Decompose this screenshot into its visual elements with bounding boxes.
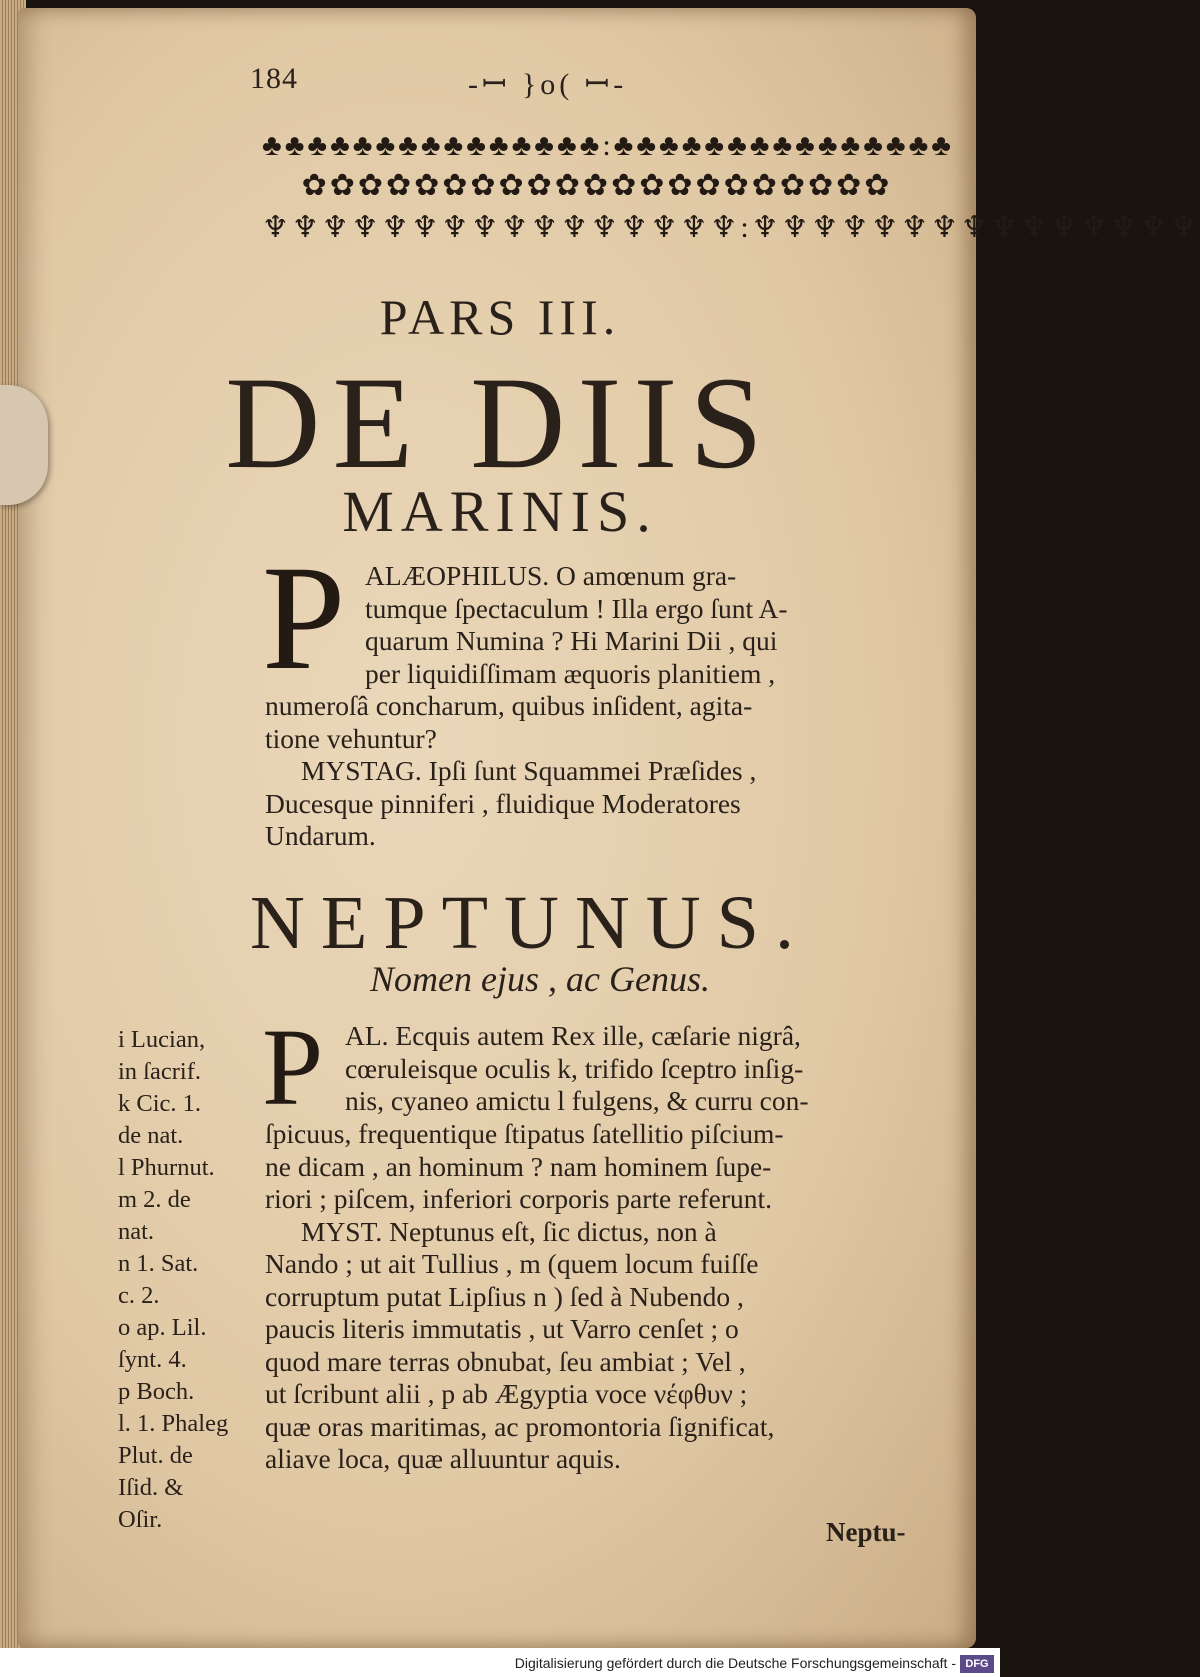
margin-note: m 2. de — [118, 1186, 191, 1213]
body-dropcap-lines — [345, 1020, 935, 1118]
footer-bar — [0, 1648, 1000, 1677]
margin-note: k Cic. 1. — [118, 1090, 202, 1117]
reply-line-2: Ducesque pinniferi , fluidique Moderatores — [265, 787, 741, 819]
running-ornament: -ꟷ }o( ꟷ- — [468, 68, 628, 101]
intro-dropcap: P — [262, 535, 346, 701]
body-dropcap: P — [262, 1006, 324, 1128]
margin-note: Plut. de — [118, 1442, 193, 1469]
intro-line-6: tione vehuntur? — [265, 722, 437, 754]
catchword: Neptu- — [826, 1517, 906, 1547]
body-line-1: ſpicuus, frequentique ſtipatus ſatellitio piſcium- — [265, 1118, 784, 1149]
margin-note: in ſacrif. — [118, 1058, 201, 1085]
body-line-7: paucis literis immutatis , ut Varro cenſet ; o — [265, 1313, 739, 1344]
intro-paragraph — [265, 690, 935, 853]
footer-credit: Digitalisierung gefördert durch die Deutsche Forschungsgemeinschaft - — [514, 1655, 956, 1671]
chapter-title: DE DIIS — [225, 349, 775, 496]
body-line-10: quæ oras maritimas, ac promontoria ſignificat, — [265, 1410, 775, 1442]
margin-notes — [118, 1024, 268, 1536]
margin-note: nat. — [118, 1218, 155, 1245]
dfg-logo: DFG — [960, 1655, 994, 1673]
body-line-8: quod mare terras obnubat, ſeu ambiat ; Vel , — [265, 1345, 746, 1377]
body-line-5: Nando ; ut ait Tullius , m (quem locum fuiſſe — [265, 1248, 759, 1279]
intro-dropcap-lines — [365, 560, 935, 690]
margin-note: p Boch. — [118, 1378, 195, 1405]
running-header — [250, 62, 950, 102]
margin-note: Oſir. — [118, 1506, 163, 1533]
margin-note: i Lucian, — [118, 1026, 206, 1053]
body-line-3: riori ; piſcem, inferiori corporis parte referunt. — [265, 1183, 773, 1214]
margin-note: de nat. — [118, 1122, 184, 1149]
intro-line-3: quarum Numina ? Hi Marini Dii , qui — [365, 625, 778, 656]
section-title: NEPTUNUS. — [250, 881, 810, 965]
body-dropcap-line-3: nis, cyaneo amictu l fulgens, & curru con- — [345, 1085, 809, 1116]
body-line-4: MYST. Neptunus eſt, ſic dictus, non à — [301, 1215, 717, 1247]
intro-line-4: per liquidiſſimam æquoris planitiem , — [365, 657, 776, 689]
intro-line-1: ALÆOPHILUS. O amœnum gra- — [365, 560, 737, 591]
reply-line-1: MYSTAG. Ipſi ſunt Squammei Præſides , — [301, 755, 757, 786]
margin-note: l. 1. Phaleg — [118, 1410, 229, 1437]
body-line-6: corruptum putat Lipſius n ) ſed à Nubendo , — [265, 1280, 744, 1312]
ornament-band-3: ♆♆♆♆♆♆♆♆♆♆♆♆♆♆♆♆:♆♆♆♆♆♆♆♆♆♆♆♆♆♆♆ — [262, 211, 1200, 244]
intro-line-2: tumque ſpectaculum ! Illa ergo ſunt A- — [365, 592, 788, 624]
body-dropcap-line-1: AL. Ecquis autem Rex ille, cæſarie nigrâ, — [345, 1020, 801, 1051]
body-paragraph — [265, 1118, 935, 1476]
ornament-band-1: ♣♣♣♣♣♣♣♣♣♣♣♣♣♣♣:♣♣♣♣♣♣♣♣♣♣♣♣♣♣♣ — [262, 129, 954, 162]
margin-note: c. 2. — [118, 1282, 160, 1309]
body-line-2: ne dicam , an hominum ? nam hominem ſupe- — [265, 1150, 772, 1182]
body-dropcap-line-2: cœruleisque oculis k, trifido ſceptro inſig- — [345, 1052, 804, 1084]
body-line-9: ut ſcribunt alii , p ab Ægyptia voce νέφθυν ; — [265, 1378, 748, 1409]
ornament-band-2: ✿✿✿✿✿✿✿✿✿✿✿✿✿✿✿✿✿✿✿✿✿ — [301, 169, 893, 202]
page-number: 184 — [250, 62, 298, 95]
margin-note: Iſid. & — [118, 1474, 184, 1501]
margin-note: o ap. Lil. — [118, 1314, 207, 1341]
section-subtitle: Nomen ejus , ac Genus. — [370, 959, 710, 999]
body-line-11: aliave loca, quæ alluuntur aquis. — [265, 1443, 621, 1474]
margin-note: l Phurnut. — [118, 1154, 215, 1181]
margin-note: ſynt. 4. — [118, 1346, 187, 1373]
margin-note: n 1. Sat. — [118, 1250, 199, 1277]
chapter-subtitle: MARINIS. — [342, 479, 658, 544]
reply-line-3: Undarum. — [265, 820, 376, 851]
intro-line-5: numeroſâ concharum, quibus inſident, agita- — [265, 690, 753, 721]
part-heading: PARS III. — [379, 289, 621, 345]
